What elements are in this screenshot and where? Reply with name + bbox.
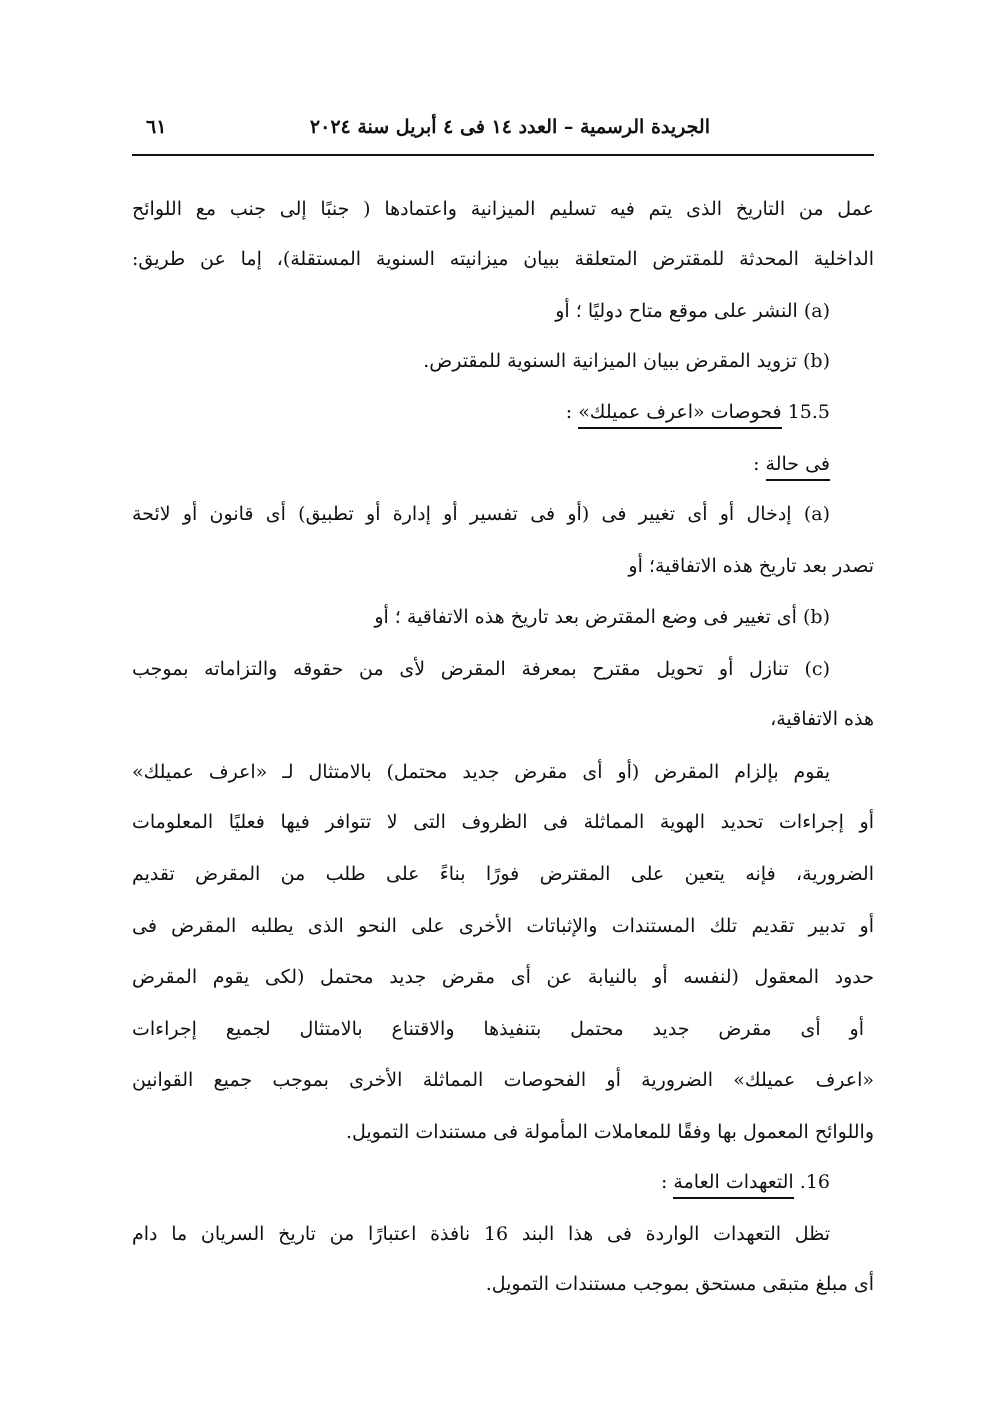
list-item-c [132,655,874,683]
paragraph-line: عمل من التاريخ الذى يتم فيه تسليم الميزانية واعتمادها ( جنبًا إلى جنب مع اللوائح [132,198,874,220]
paragraph-line: حدود المعقول (لنفسه أو بالنيابة عن أى مقرض جديد محتمل (لكى يقوم المقرض [132,966,874,988]
paragraph-line: أو إجراءات تحديد الهوية المماثلة فى الظروف التى لا تتوافر فيها فعليًا المعلومات [132,811,874,833]
section-colon: : [660,1171,668,1193]
page-header [132,110,874,150]
list-item-b [132,603,874,631]
list-text: تنازل أو تحويل مقترح بمعرفة المقرض لأى من حقوقه والتزاماته بموجب [132,658,789,680]
paragraph-line: أو أى مقرض جديد محتمل بتنفيذها والاقتناع بالامتثال لجميع إجراءات [132,1018,864,1040]
list-text: إدخال أو أى تغيير فى (أو فى تفسير أو إدارة أو تطبيق) أى قانون أو لائحة [132,503,792,525]
paragraph-line: أى مبلغ متبقى مستحق بموجب مستندات التمويل. [485,1273,874,1295]
paragraph-line: يقوم بإلزام المقرض (أو أى مقرض جديد محتمل) بالامتثال لـ «اعرف عميلك» [132,761,830,783]
section-colon: : [565,401,573,423]
list-item-b [132,347,874,375]
list-label: (a) [803,300,830,322]
list-item-a [132,500,874,528]
gazette-title: الجريدة الرسمية – العدد ١٤ فى ٤ أبريل سنة ٢٠٢٤ [309,116,710,138]
list-label: (a) [803,503,830,525]
paragraph-line: «اعرف عميلك» الضرورية أو الفحوصات المماثلة الأخرى بموجب جميع القوانين [132,1069,874,1091]
paragraph-line: تظل التعهدات الواردة فى هذا البند 16 نافذة اعتبارًا من تاريخ السريان ما دام [132,1223,830,1245]
section-heading-15-5 [132,398,874,438]
list-label: (b) [802,606,830,628]
list-label: (c) [804,658,830,680]
section-number: 15.5 [787,401,830,423]
paragraph-line: هذه الاتفاقية، [770,708,874,730]
paragraph-line: أو تدبير تقديم تلك المستندات والإثباتات الأخرى على النحو الذى يطلبه المقرض فى [132,915,874,937]
section-number: 16. [799,1171,830,1193]
list-text: النشر على موقع متاح دوليًا ؛ أو [555,300,798,322]
section-heading-16 [132,1168,874,1208]
list-item-a [132,297,874,325]
subheading-text: فى حالة [766,453,830,481]
page-number: ٦١ [146,116,167,138]
list-label: (b) [802,350,830,372]
paragraph-line: تصدر بعد تاريخ هذه الاتفاقية؛ أو [628,555,874,577]
paragraph-line: واللوائح المعمول بها وفقًا للمعاملات المأمولة فى مستندات التمويل. [345,1121,874,1143]
section-title: التعهدات العامة [673,1171,793,1199]
list-text: تزويد المقرض ببيان الميزانية السنوية للمقترض. [423,350,797,372]
section-title: فحوصات «اعرف عميلك» [578,401,781,429]
paragraph-line: الداخلية المحدثة للمقترض المتعلقة ببيان ميزانيته السنوية المستقلة)، إما عن طريق: [132,248,874,270]
subheading-colon: : [753,453,760,475]
header-divider [132,154,874,156]
list-text: أى تغيير فى وضع المقترض بعد تاريخ هذه الاتفاقية ؛ أو [374,606,797,628]
subheading [132,450,874,490]
paragraph-line: الضرورية، فإنه يتعين على المقترض فورًا بناءً على طلب من المقرض تقديم [132,863,874,885]
